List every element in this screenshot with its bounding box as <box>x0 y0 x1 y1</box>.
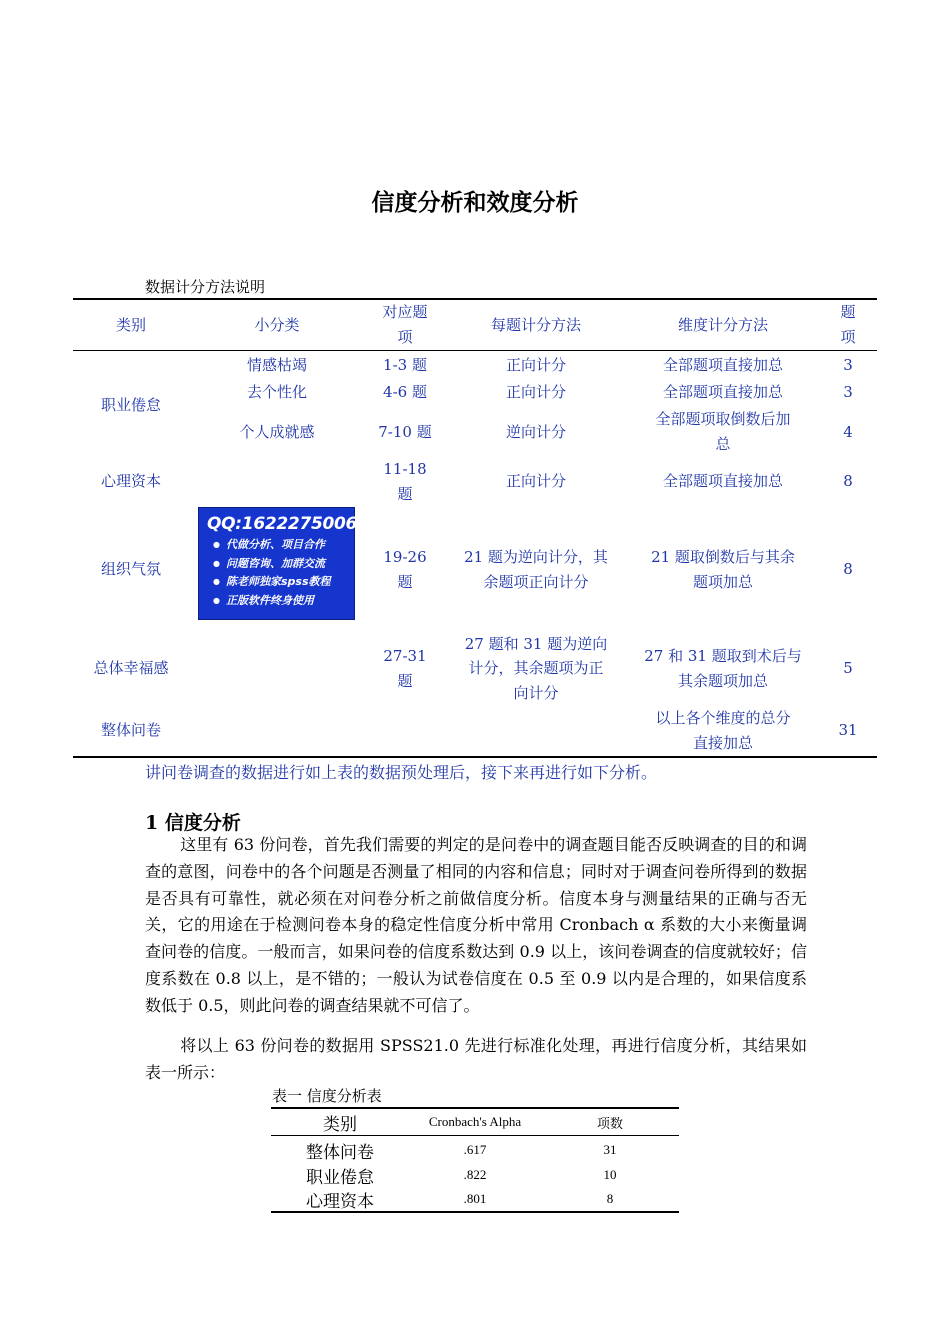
cell-dim-1: 全部题项取倒数后加 <box>655 410 791 428</box>
paragraph-2: 将以上 63 份问卷的数据用 SPSS21.0 先进行标准化处理，再进行信度分析，其结果如表一所示： <box>145 1036 807 1082</box>
t2-cell: 心理资本 <box>306 1192 374 1212</box>
cell-category-climate: 组织气氛 <box>100 560 161 578</box>
cell-category-psycap: 心理资本 <box>100 472 161 490</box>
page-title: 信度分析和效度分析 <box>371 189 579 216</box>
cell-sub-depersonalization: 去个性化 <box>246 383 307 401</box>
th-dim-scoring: 维度计分方法 <box>677 316 768 334</box>
cell-method-2: 余题项正向计分 <box>483 573 589 591</box>
cell-dim-1: 27 和 31 题取到术后与 <box>644 647 802 665</box>
table2-top-rule <box>271 1107 679 1109</box>
th-category: 类别 <box>115 316 146 334</box>
cell-count: 5 <box>843 659 853 677</box>
cell-items-1: 19-26 <box>383 548 427 566</box>
cell-items-2: 题 <box>397 672 413 690</box>
t2-cell: .801 <box>463 1191 487 1206</box>
t2-cell: .822 <box>463 1167 487 1182</box>
cell-dim-2: 直接加总 <box>692 734 753 752</box>
th-count-2: 项 <box>840 328 856 346</box>
cell-category-wellbeing: 总体幸福感 <box>93 659 169 677</box>
cell-method-1: 27 题和 31 题为逆向 <box>464 635 608 653</box>
after-table-note: 讲问卷调查的数据进行如上表的数据预处理后，接下来再进行如下分析。 <box>145 763 658 782</box>
cell-dim-2: 总 <box>715 435 731 453</box>
cell-dim-1: 21 题取倒数后与其余 <box>651 548 795 566</box>
t2-header-count: 项数 <box>596 1117 623 1132</box>
cell-method: 正向计分 <box>505 356 566 374</box>
t2-cell: 10 <box>603 1167 617 1182</box>
cell-count: 3 <box>843 383 853 401</box>
cell-count: 4 <box>843 423 853 441</box>
cell-method: 正向计分 <box>505 383 566 401</box>
ad-item: ● 问题咨询、加群交流 <box>213 555 354 574</box>
t2-header-category: 类别 <box>323 1115 357 1135</box>
cell-count: 3 <box>843 356 853 374</box>
t2-header-alpha: Cronbach's Alpha <box>428 1114 522 1129</box>
cell-category-burnout: 职业倦怠 <box>100 396 161 414</box>
th-items-1: 对应题 <box>382 303 428 321</box>
table1-header-rule <box>73 350 877 351</box>
th-subcategory: 小分类 <box>254 316 300 334</box>
cell-method: 正向计分 <box>505 472 566 490</box>
cell-method: 逆向计分 <box>505 423 566 441</box>
ad-banner <box>198 507 358 620</box>
cell-method-3: 向计分 <box>513 684 559 702</box>
cell-method-2: 计分，其余题项为正 <box>468 659 604 677</box>
cell-items-1: 27-31 <box>383 647 427 665</box>
ad-item: ● 代做分析、项目合作 <box>213 536 354 555</box>
cell-items: 7-10 题 <box>378 423 432 441</box>
cell-dim-2: 题项加总 <box>692 573 753 591</box>
cell-dim-1: 以上各个维度的总分 <box>655 709 791 727</box>
cell-count: 8 <box>843 472 853 490</box>
t2-cell: 8 <box>606 1191 614 1206</box>
t2-cell: .617 <box>463 1142 487 1157</box>
th-items-2: 项 <box>397 328 413 346</box>
ad-qq-number: QQ:1622275006 <box>207 514 358 534</box>
cell-dim: 全部题项直接加总 <box>662 383 783 401</box>
cell-count: 8 <box>843 560 853 578</box>
cell-items-2: 题 <box>397 485 413 503</box>
th-item-scoring: 每题计分方法 <box>490 316 581 334</box>
table2-caption: 表一 信度分析表 <box>272 1087 382 1105</box>
cell-sub-accomplishment: 个人成就感 <box>239 423 315 441</box>
ad-item: ● 陈老师独家spss教程 <box>213 573 354 592</box>
paragraph-1: 这里有 63 份问卷，首先我们需要的判定的是问卷中的调查题目能否反映调查的目的和调查的意图，问卷中的各个问题是否测量了相同的内容和信息；同时对于调查问卷所得到的数据是否具有可靠性，就必须在对问卷分析之前做信度分析。信度本身与测量结果的正确与否无关，它的用途在于检测问卷本身的稳定性信度分析中常用 Cronbach α 系数的大小来衡量调查问卷的信度。一般而言，如果问卷的信度系数达到 0.9 以上，该问卷调查的信度就较好；信度系数在 0.8 以上，是不错的；一般认为试卷信度在 0.5 至 0.9 以内是合理的，如果信度系数低于 0.5，则此问卷的调查结果就不可信了。 <box>145 835 807 1015</box>
th-count-1: 题 <box>840 303 856 321</box>
t2-cell: 职业倦怠 <box>306 1168 374 1188</box>
cell-dim-2: 其余题项加总 <box>677 672 768 690</box>
ad-item: ● 正版软件终身使用 <box>213 592 354 611</box>
section-heading: 1 信度分析 <box>145 812 241 834</box>
table2-header-rule <box>271 1135 679 1136</box>
cell-items-1: 11-18 <box>383 460 427 478</box>
cell-items: 1-3 题 <box>383 356 427 374</box>
t2-cell: 31 <box>603 1142 617 1157</box>
t2-cell: 整体问卷 <box>306 1143 374 1163</box>
cell-dim: 全部题项直接加总 <box>662 356 783 374</box>
table1-caption: 数据计分方法说明 <box>145 278 266 296</box>
cell-count: 31 <box>838 721 858 739</box>
cell-category-overall: 整体问卷 <box>100 721 161 739</box>
cell-sub-exhaustion: 情感枯竭 <box>246 356 307 374</box>
cell-method-1: 21 题为逆向计分，其 <box>464 548 608 566</box>
cell-items: 4-6 题 <box>383 383 427 401</box>
cell-dim: 全部题项直接加总 <box>662 472 783 490</box>
cell-items-2: 题 <box>397 573 413 591</box>
